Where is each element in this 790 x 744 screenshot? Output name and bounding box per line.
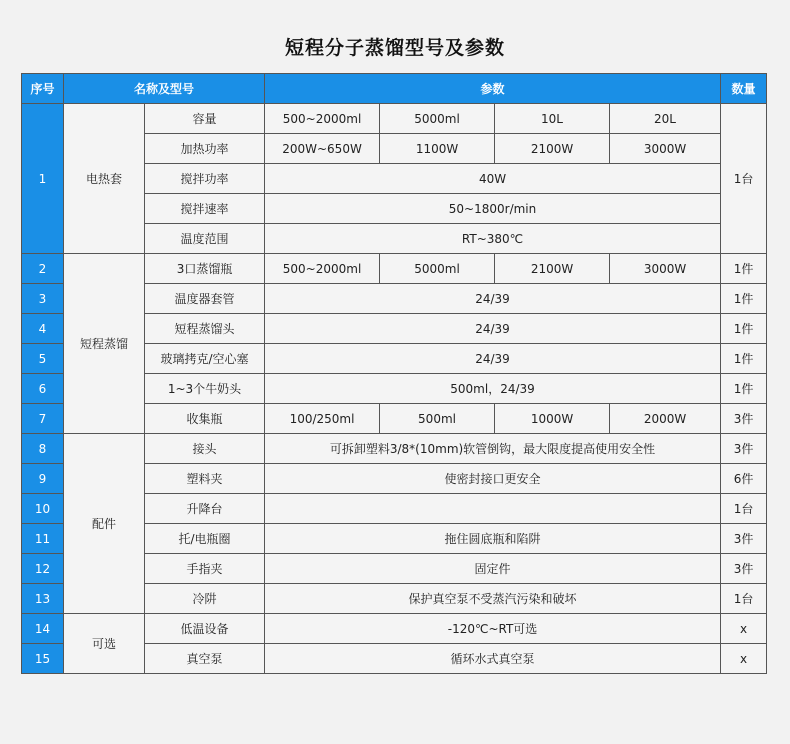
header-qty: 数量 (721, 74, 767, 104)
row-label: 温度器套管 (145, 284, 265, 314)
param-cell: 1000W (495, 404, 610, 434)
row-index: 10 (22, 494, 64, 524)
param-cell: 20L (610, 104, 721, 134)
row-label: 升降台 (145, 494, 265, 524)
row-index: 14 (22, 614, 64, 644)
group-label: 配件 (64, 434, 145, 614)
param-cell: 1100W (380, 134, 495, 164)
table-row (22, 434, 767, 464)
header-name: 名称及型号 (64, 74, 265, 104)
row-index: 11 (22, 524, 64, 554)
param-cell: 24/39 (265, 284, 721, 314)
row-label: 3口蒸馏瓶 (145, 254, 265, 284)
qty-cell: 1件 (721, 314, 767, 344)
row-label: 加热功率 (145, 134, 265, 164)
param-cell: 500~2000ml (265, 254, 380, 284)
table-row (22, 104, 767, 134)
header-idx: 序号 (22, 74, 64, 104)
header-params: 参数 (265, 74, 721, 104)
row-index: 15 (22, 644, 64, 674)
param-cell: 可拆卸塑料3/8*(10mm)软管倒钩，最大限度提高使用安全性 (265, 434, 721, 464)
row-label: 真空泵 (145, 644, 265, 674)
row-label: 低温设备 (145, 614, 265, 644)
param-cell: 100/250ml (265, 404, 380, 434)
row-label: 搅拌速率 (145, 194, 265, 224)
param-cell: 10L (495, 104, 610, 134)
row-label: 容量 (145, 104, 265, 134)
row-label: 接头 (145, 434, 265, 464)
param-cell: 500ml，24/39 (265, 374, 721, 404)
param-cell: 循环水式真空泵 (265, 644, 721, 674)
group-label: 电热套 (64, 104, 145, 254)
row-label: 手指夹 (145, 554, 265, 584)
row-label: 1~3个牛奶头 (145, 374, 265, 404)
param-cell: 5000ml (380, 254, 495, 284)
row-index: 7 (22, 404, 64, 434)
table-row (22, 254, 767, 284)
param-cell: 200W~650W (265, 134, 380, 164)
row-index: 12 (22, 554, 64, 584)
qty-cell: 1台 (721, 494, 767, 524)
row-index: 9 (22, 464, 64, 494)
row-label: 冷阱 (145, 584, 265, 614)
param-cell: 3000W (610, 254, 721, 284)
qty-cell: 1件 (721, 374, 767, 404)
group-label: 短程蒸馏 (64, 254, 145, 434)
spec-table (21, 73, 767, 674)
param-cell: 2000W (610, 404, 721, 434)
qty-cell: 6件 (721, 464, 767, 494)
param-cell: 24/39 (265, 314, 721, 344)
param-cell: RT~380℃ (265, 224, 721, 254)
row-index: 8 (22, 434, 64, 464)
qty-cell: 3件 (721, 554, 767, 584)
param-cell: 保护真空泵不受蒸汽污染和破坏 (265, 584, 721, 614)
param-cell: -120℃~RT可选 (265, 614, 721, 644)
row-label: 搅拌功率 (145, 164, 265, 194)
row-label: 托/电瓶圈 (145, 524, 265, 554)
row-index: 1 (22, 104, 64, 254)
row-label: 短程蒸馏头 (145, 314, 265, 344)
qty-cell: 3件 (721, 404, 767, 434)
param-cell: 500~2000ml (265, 104, 380, 134)
row-index: 4 (22, 314, 64, 344)
param-cell: 使密封接口更安全 (265, 464, 721, 494)
qty-cell: 1件 (721, 284, 767, 314)
param-cell: 固定件 (265, 554, 721, 584)
row-label: 温度范围 (145, 224, 265, 254)
param-cell: 2100W (495, 254, 610, 284)
row-index: 3 (22, 284, 64, 314)
qty-cell: 1件 (721, 344, 767, 374)
row-label: 塑料夹 (145, 464, 265, 494)
param-cell: 500ml (380, 404, 495, 434)
page-title: 短程分子蒸馏型号及参数 (284, 37, 505, 59)
header-row (22, 74, 767, 104)
row-label: 收集瓶 (145, 404, 265, 434)
row-index: 6 (22, 374, 64, 404)
param-cell: 5000ml (380, 104, 495, 134)
param-cell: 拖住圆底瓶和陷阱 (265, 524, 721, 554)
qty-cell: x (721, 614, 767, 644)
qty-cell: 3件 (721, 434, 767, 464)
qty-cell: 1件 (721, 254, 767, 284)
row-index: 5 (22, 344, 64, 374)
qty-cell: x (721, 644, 767, 674)
param-cell: 24/39 (265, 344, 721, 374)
qty-cell: 1台 (721, 104, 767, 254)
row-index: 2 (22, 254, 64, 284)
row-index: 13 (22, 584, 64, 614)
row-label: 玻璃拷克/空心塞 (145, 344, 265, 374)
qty-cell: 1台 (721, 584, 767, 614)
param-cell: 40W (265, 164, 721, 194)
param-cell: 2100W (495, 134, 610, 164)
param-cell (265, 494, 721, 524)
qty-cell: 3件 (721, 524, 767, 554)
param-cell: 3000W (610, 134, 721, 164)
table-row (22, 614, 767, 644)
group-label: 可选 (64, 614, 145, 674)
param-cell: 50~1800r/min (265, 194, 721, 224)
